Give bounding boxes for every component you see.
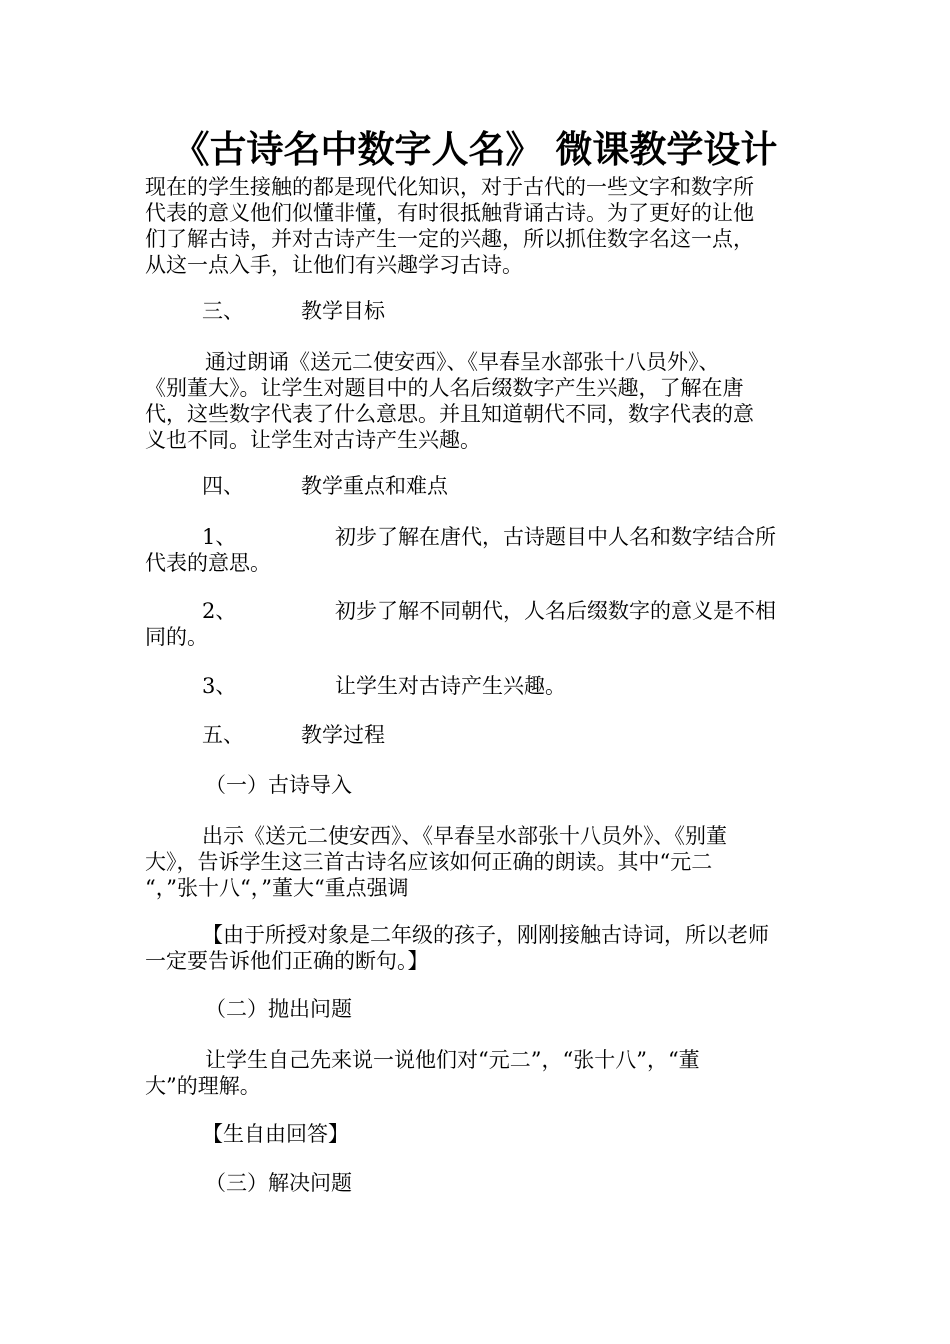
step-line: 出示《送元二使安西》、《早春呈水部张十八员外》、《别董 bbox=[202, 824, 727, 848]
point-number: 3、 bbox=[202, 674, 237, 698]
section-heading: 教学重点和难点 bbox=[301, 474, 448, 498]
step-line: 大”的理解。 bbox=[145, 1074, 261, 1098]
step-heading: （二）抛出问题 bbox=[205, 997, 352, 1021]
goals-line: 通过朗诵《送元二使安西》、《早春呈水部张十八员外》、 bbox=[205, 350, 720, 374]
step-line: 让学生自己先来说一说他们对“元二”，“张十八”，“董 bbox=[205, 1048, 700, 1072]
section-number: 四、 bbox=[202, 474, 244, 498]
section-number: 五、 bbox=[202, 723, 244, 747]
point-continuation: 同的。 bbox=[145, 625, 208, 649]
intro-line: 们了解古诗，并对古诗产生一定的兴趣，所以抓住数字名这一点， bbox=[145, 227, 754, 251]
point-continuation: 代表的意思。 bbox=[145, 551, 271, 575]
section-heading: 教学过程 bbox=[301, 723, 385, 747]
intro-line: 从这一点入手，让他们有兴趣学习古诗。 bbox=[145, 253, 523, 277]
goals-line: 《别董大》。让学生对题目中的人名后缀数字产生兴趣，了解在唐 bbox=[145, 376, 744, 400]
goals-line: 义也不同。让学生对古诗产生兴趣。 bbox=[145, 428, 481, 452]
point-text: 初步了解不同朝代，人名后缀数字的意义是不相 bbox=[335, 599, 776, 623]
point-number: 1、 bbox=[202, 525, 237, 549]
point-text: 初步了解在唐代，古诗题目中人名和数字结合所 bbox=[335, 525, 776, 549]
goals-line: 代，这些数字代表了什么意思。并且知道朝代不同，数字代表的意 bbox=[145, 402, 754, 426]
step-heading: （一）古诗导入 bbox=[205, 773, 352, 797]
intro-line: 代表的意义他们似懂非懂，有时很抵触背诵古诗。为了更好的让他 bbox=[145, 201, 754, 225]
step-heading: （三）解决问题 bbox=[205, 1171, 352, 1195]
step-note: 【由于所授对象是二年级的孩子，刚刚接触古诗词，所以老师 bbox=[202, 923, 769, 947]
point-text: 让学生对古诗产生兴趣。 bbox=[335, 674, 566, 698]
document-title: 《古诗名中数字人名》 微课教学设计 bbox=[172, 128, 778, 171]
step-note: 【生自由回答】 bbox=[202, 1122, 349, 1146]
step-line: “，”张十八“，”董大“重点强调 bbox=[145, 876, 409, 900]
intro-line: 现在的学生接触的都是现代化知识，对于古代的一些文字和数字所 bbox=[145, 175, 754, 199]
step-note: 一定要告诉他们正确的断句。】 bbox=[145, 949, 429, 973]
section-number: 三、 bbox=[202, 299, 244, 323]
step-line: 大》，告诉学生这三首古诗名应该如何正确的朗读。其中“元二 bbox=[145, 850, 713, 874]
section-heading: 教学目标 bbox=[301, 299, 385, 323]
point-number: 2、 bbox=[202, 599, 237, 623]
